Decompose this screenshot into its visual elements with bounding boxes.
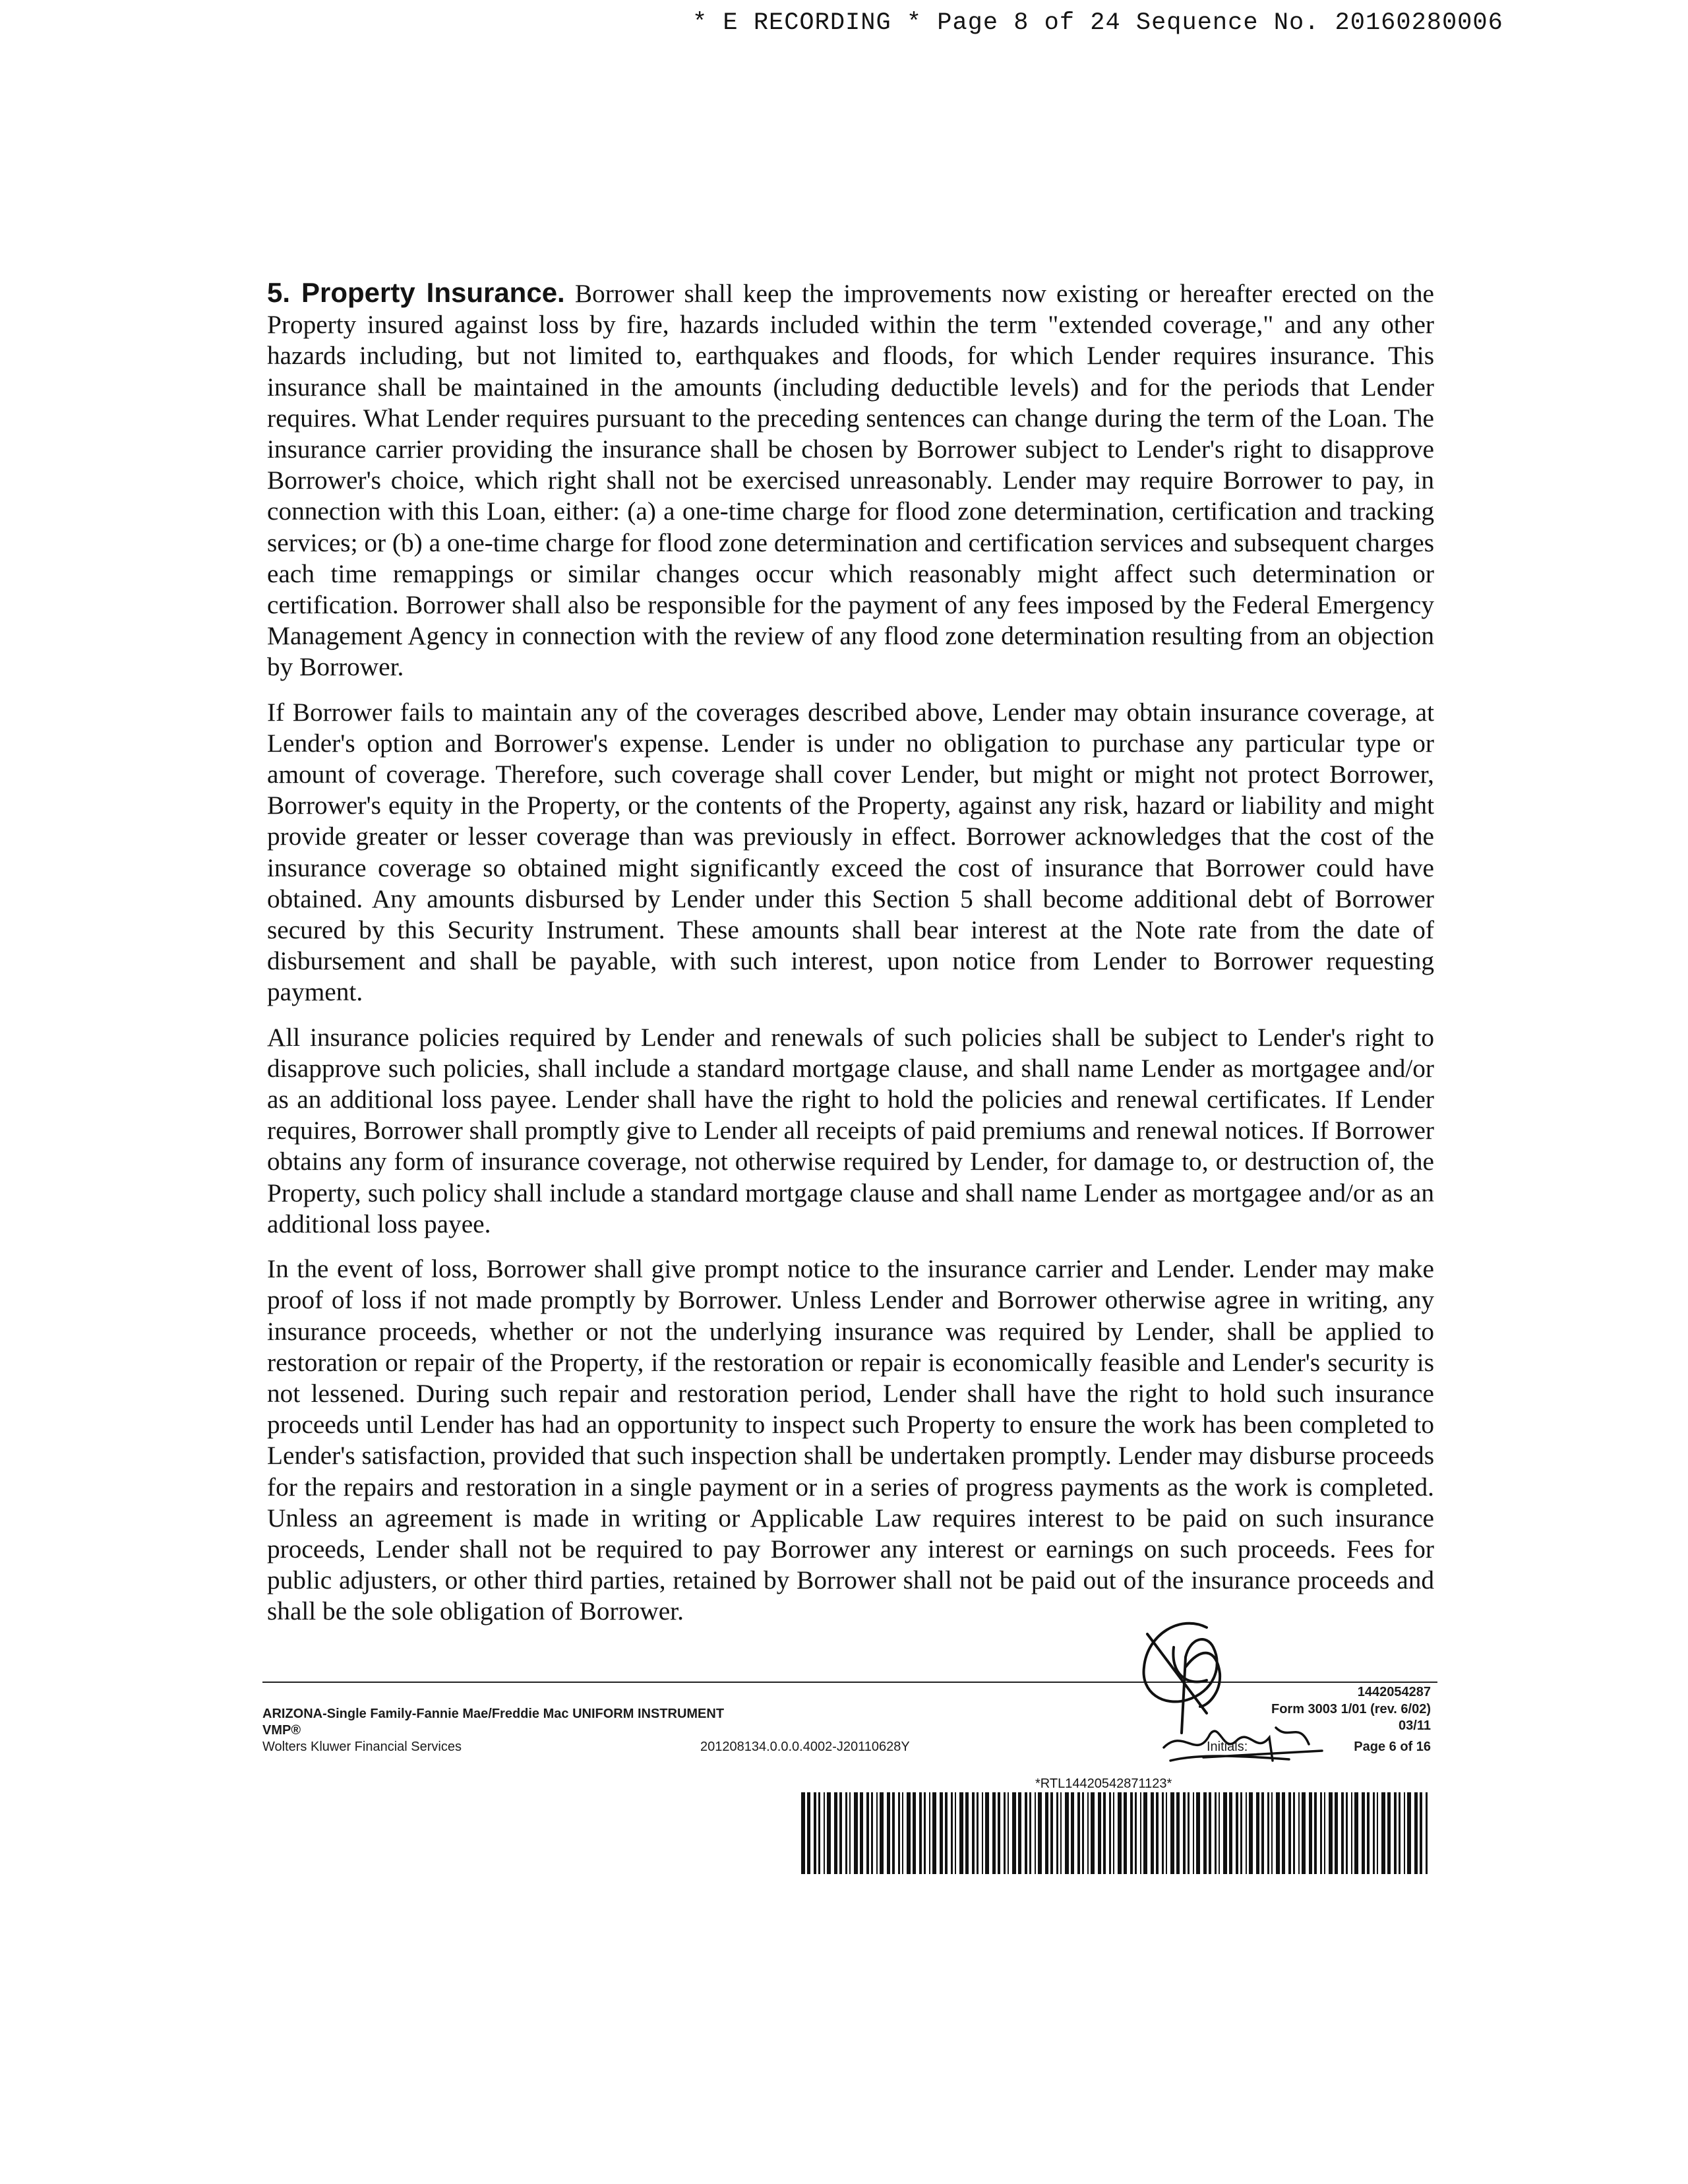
footer-form-number: Form 3003 1/01 (rev. 6/02) — [1271, 1702, 1431, 1716]
footer-form-date: 03/11 — [1399, 1718, 1431, 1733]
footer-divider — [262, 1682, 1437, 1683]
paragraph-1 — [267, 277, 1434, 683]
barcode-icon — [801, 1792, 1433, 1874]
paragraph-2: If Borrower fails to maintain any of the coverages described above, Lender may obtain insurance coverage, at Lender's option and Borrower's expense. Lender is under no obligation to purchase any particular type or amount of coverage. Therefore, such coverage shall cover Lender, but might or might not protect Borrower, Borrower's equity in the Property, or the contents of the Property, against any risk, hazard or liability and might provide greater or lesser coverage than was previously in effect. Borrower acknowledges that the cost of the insurance coverage so obtained might significantly exceed the cost of insurance that Borrower could have obtained. Any amounts disbursed by Lender under this Section 5 shall become additional debt of Borrower secured by this Security Instrument. These amounts shall bear interest at the Note rate from the date of disbursement and shall be payable, with such interest, upon notice from Lender to Borrower requesting payment. — [267, 697, 1434, 1007]
footer-vmp: VMP® — [262, 1723, 301, 1738]
footer-doc-code: 201208134.0.0.0.4002-J20110628Y — [700, 1740, 910, 1754]
paragraph-3: All insurance policies required by Lender and renewals of such policies shall be subject to Lender's right to disapprove such policies, shall include a standard mortgage clause, and shall name Lender as mortgagee and/or as an additional loss payee. Lender shall have the right to hold the policies and renewal certificates. If Lender requires, Borrower shall promptly give to Lender all receipts of paid premiums and renewal notices. If Borrower obtains any form of insurance coverage, not otherwise required by Lender, for damage to, or destruction of, the Property, such policy shall include a standard mortgage clause and shall name Lender as mortgagee and/or as an additional loss payee. — [267, 1022, 1434, 1238]
paragraph-4: In the event of loss, Borrower shall give prompt notice to the insurance carrier and Lender. Lender may make proof of loss if not made promptly by Borrower. Unless Lender and Borrower otherwise agree in writing, any insurance proceeds, whether or not the underlying insurance was required by Lender, shall be applied to restoration or repair of the Property, if the restoration or repair is economically feasible and Lender's security is not lessened. During such repair and restoration period, Lender shall have the right to hold such insurance proceeds until Lender has had an opportunity to inspect such Property to ensure the work has been completed to Lender's satisfaction, provided that such inspection shall be undertaken promptly. Lender may disburse proceeds for the repairs and restoration in a single payment or in a series of progress payments as the work is completed. Unless an agreement is made in writing or Applicable Law requires interest to be paid on such insurance proceeds, Lender shall not be required to pay Borrower any interest or earnings on such proceeds. Fees for public adjusters, or other third parties, retained by Borrower shall not be paid out of the insurance proceeds and shall be the sole obligation of Borrower. — [267, 1254, 1434, 1626]
footer-page-label: Page 6 of 16 — [1354, 1740, 1431, 1754]
footer-instrument: ARIZONA-Single Family-Fannie Mae/Freddie Mac UNIFORM INSTRUMENT — [262, 1707, 725, 1721]
initials-label: Initials: — [1207, 1740, 1248, 1754]
paragraph-1-text: Borrower shall keep the improvements now existing or hereafter erected on the Property insured against loss by fire, hazards included within the term "extended coverage," and any other hazards including, but not limited to, earthquakes and floods, for which Lender requires insurance. This insurance shall be maintained in the amounts (including deductible levels) and for the periods that Lender requires. What Lender requires pursuant to the preceding sentences can change during the term of the Loan. The insurance carrier providing the insurance shall be chosen by Borrower subject to Lender's right to disapprove Borrower's choice, which right shall not be exercised unreasonably. Lender may require Borrower to pay, in connection with this Loan, either: (a) a one-time charge for flood zone determination, certification and tracking services; or (b) a one-time charge for flood zone determination and certification services and subsequent charges each time remappings or similar changes occur which reasonably might affect such determination or certification. Borrower shall also be responsible for the payment of any fees imposed by the Federal Emergency Management Agency in connection with the review of any flood zone determination resulting from an objection by Borrower. — [267, 279, 1434, 682]
footer-loan-number: 1442054287 — [1357, 1685, 1431, 1699]
recording-header: * E RECORDING * Page 8 of 24 Sequence No. 20160280006 — [692, 9, 1503, 37]
section-heading: 5. Property Insurance. — [267, 277, 565, 308]
barcode-text: *RTL14420542871123* — [1035, 1776, 1172, 1791]
document-body — [267, 277, 1434, 1641]
footer-publisher: Wolters Kluwer Financial Services — [262, 1740, 462, 1754]
